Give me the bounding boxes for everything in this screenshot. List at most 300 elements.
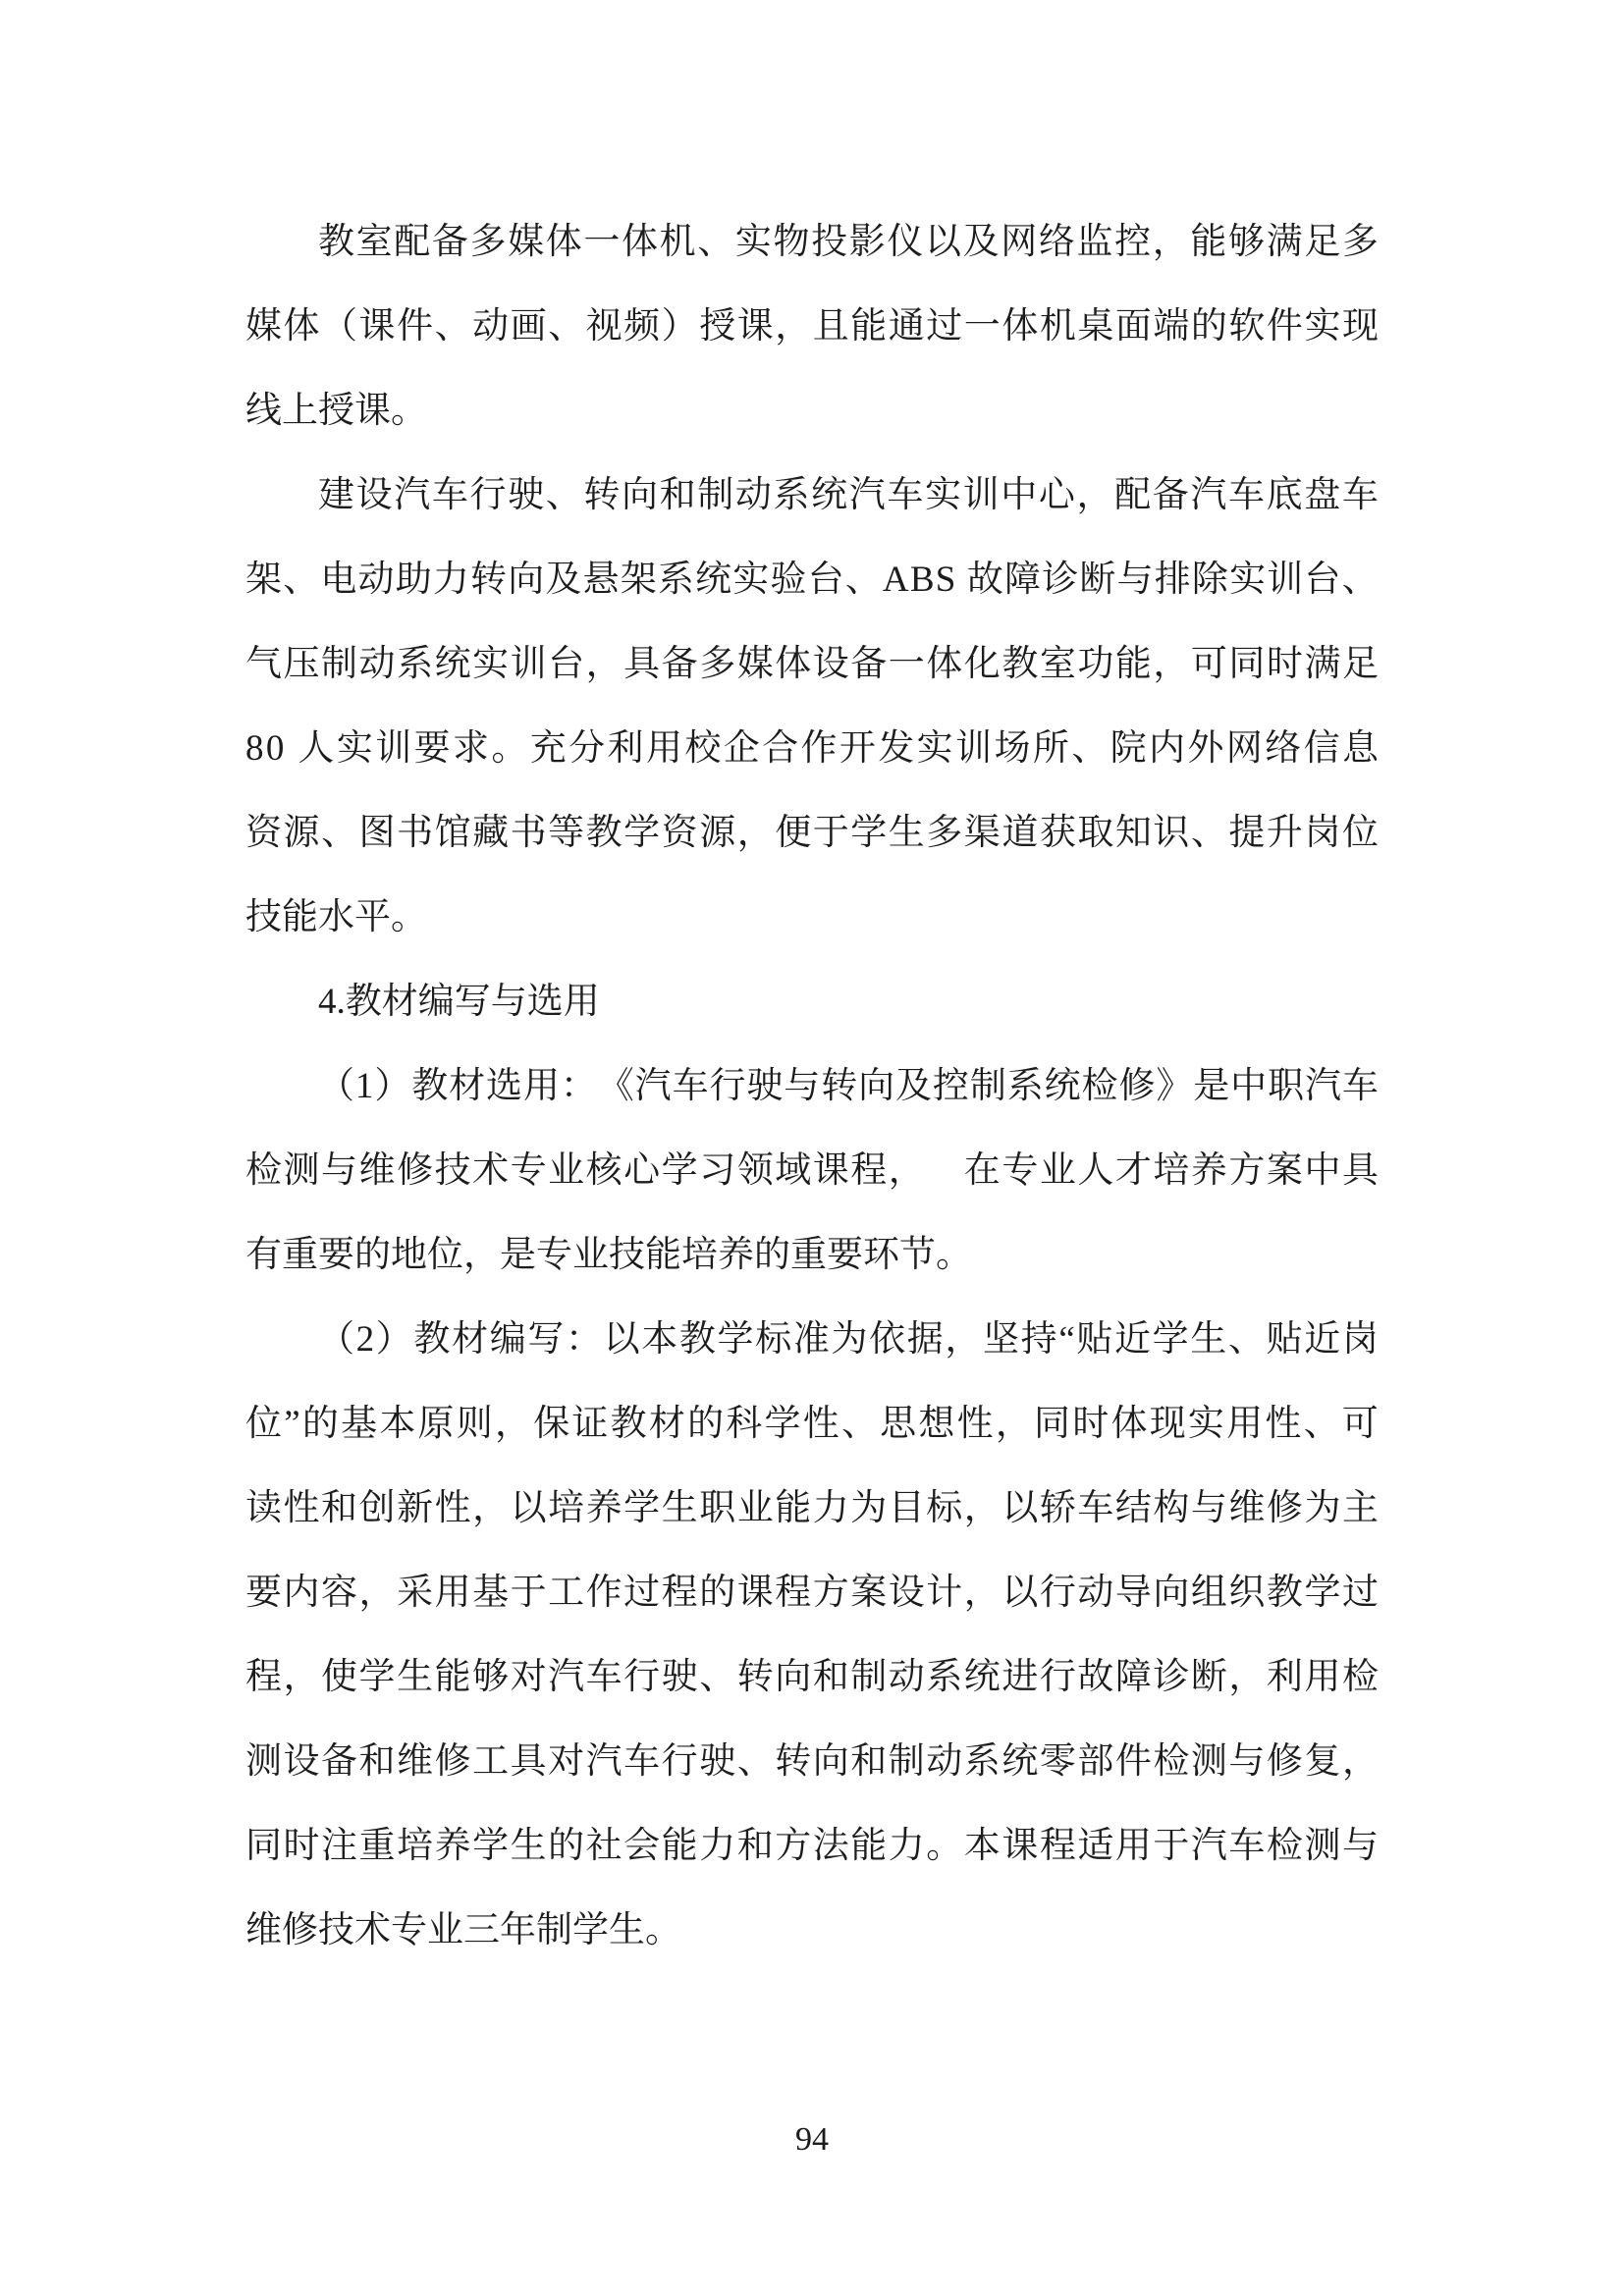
text-char: 设 xyxy=(888,1573,925,1613)
text-char: 实 xyxy=(916,728,953,769)
text-char: 行 xyxy=(623,1657,661,1697)
text-char: 助 xyxy=(395,560,432,600)
text-char: 汽 xyxy=(634,1066,672,1106)
text-char: 车 xyxy=(1341,1066,1379,1106)
text-char: 建 xyxy=(318,475,354,515)
text-char: 具 xyxy=(1341,1150,1379,1191)
text-char: 备 xyxy=(661,644,698,684)
text-char: 学 xyxy=(472,1826,510,1866)
text-char: 作 xyxy=(800,728,838,769)
text-char: 能 xyxy=(1114,644,1152,684)
text-char: 网 xyxy=(1001,222,1038,262)
text-char: 控 xyxy=(1114,222,1152,262)
text-char: 注 xyxy=(321,1826,358,1866)
text-char: 体 xyxy=(1001,306,1039,347)
text-line: 有重要的地位，是专业技能培养的重要环节。 xyxy=(245,1235,972,1275)
text-char: 生 xyxy=(397,1657,434,1697)
text-char: ， xyxy=(1341,1741,1379,1782)
text-char: ， xyxy=(775,306,812,347)
text-char: 同 xyxy=(1228,644,1266,684)
text-char: 络 xyxy=(1265,728,1302,769)
text-char: 使 xyxy=(321,1657,358,1697)
text-char: ） xyxy=(375,1319,412,1360)
text-char: 体 xyxy=(1110,1404,1148,1444)
text-char: 位 xyxy=(1341,813,1379,853)
text-char: 导 xyxy=(1114,1573,1152,1613)
text-char: 测 xyxy=(1304,1826,1341,1866)
text-char: 准 xyxy=(792,1319,830,1360)
text-char: 信 xyxy=(1303,728,1340,769)
text-char: 系 xyxy=(1006,1066,1044,1106)
text-char: 车 xyxy=(1228,475,1265,515)
text-char: 过 xyxy=(1341,1573,1379,1613)
text-char: 与 xyxy=(1341,1826,1379,1866)
text-char: 动 xyxy=(1077,1573,1114,1613)
text-char: 及 xyxy=(962,222,1000,262)
text-char: ， xyxy=(963,1488,1001,1528)
text-char: 验 xyxy=(770,560,807,600)
text-char: 方 xyxy=(775,1826,812,1866)
text-char: 知 xyxy=(1114,813,1152,853)
text-char: 车 xyxy=(431,475,468,515)
text-char: 养 xyxy=(585,1488,623,1528)
text-char: B xyxy=(909,560,935,600)
text-char: 外 xyxy=(1187,728,1224,769)
text-char: 2 xyxy=(355,1319,375,1360)
text-char: 现 xyxy=(1341,306,1379,347)
text-char: 转 xyxy=(775,1741,812,1782)
text-char: ， xyxy=(736,813,774,853)
text-line xyxy=(245,1298,1379,1382)
text-char: 、 xyxy=(1341,560,1379,600)
text-char: 要 xyxy=(413,728,451,769)
text-char: 与 xyxy=(1228,1741,1266,1782)
text-char: 图 xyxy=(358,813,396,853)
text-char: 用 xyxy=(434,1573,471,1613)
text-char: 实 xyxy=(925,475,961,515)
text-char: 学 xyxy=(623,1488,661,1528)
text-char: 结 xyxy=(1114,1488,1152,1528)
text-char: 场 xyxy=(994,728,1031,769)
text-char: 室 xyxy=(1039,644,1076,684)
text-char: 获 xyxy=(1039,813,1076,853)
text-char: ） xyxy=(661,306,698,347)
text-char: 养 xyxy=(434,1826,471,1866)
text-char: 轿 xyxy=(1039,1488,1076,1528)
text-char: 内 xyxy=(283,1573,320,1613)
text-char: 备 xyxy=(431,222,468,262)
text-char: 以 xyxy=(603,1319,640,1360)
text-char: 化 xyxy=(963,644,1001,684)
text-char: 、 xyxy=(548,306,585,347)
text-char: 授 xyxy=(699,306,736,347)
text-char: 近 xyxy=(1304,1319,1341,1360)
text-char: 和 xyxy=(850,1741,888,1782)
text-char: ， xyxy=(945,1319,982,1360)
text-char: 统 xyxy=(1044,1066,1081,1106)
text-char: 、 xyxy=(1303,1404,1340,1444)
text-char: 训 xyxy=(510,644,547,684)
text-char: 所 xyxy=(1032,728,1069,769)
text-char: 材 xyxy=(648,1404,685,1444)
text-char: 程 xyxy=(850,1150,888,1191)
text-char: 贴 xyxy=(1266,1319,1303,1360)
text-char: 、 xyxy=(840,1404,878,1444)
text-char: 测 xyxy=(1190,1741,1227,1782)
text-char: 架 xyxy=(620,560,657,600)
text-char: 、 xyxy=(545,475,582,515)
text-char: 目 xyxy=(888,1488,925,1528)
text-char: ， xyxy=(358,1573,396,1613)
text-char: 利 xyxy=(1266,1657,1303,1697)
text-char: 技 xyxy=(434,1150,471,1191)
text-char: 教 xyxy=(610,1404,647,1444)
text-char: 性 xyxy=(434,1488,471,1528)
text-char: 心 xyxy=(623,1150,661,1191)
text-char: 才 xyxy=(1114,1150,1152,1191)
text-char: 写 xyxy=(527,1319,565,1360)
text-char: 通 xyxy=(888,306,925,347)
text-char: 室 xyxy=(355,222,393,262)
text-char: 工 xyxy=(548,1573,585,1613)
text-char: 过 xyxy=(926,306,963,347)
text-line: 技能水平。 xyxy=(245,897,427,937)
text-char: 中 xyxy=(1001,475,1038,515)
text-char: 识 xyxy=(1153,813,1190,853)
text-char: 驶 xyxy=(699,1741,736,1782)
text-char: ， xyxy=(472,1488,510,1528)
text-char: 向 xyxy=(775,1657,812,1697)
text-char: 动 xyxy=(926,1741,963,1782)
text-char: 方 xyxy=(812,1573,849,1613)
text-char: 实 xyxy=(472,644,510,684)
text-char: 具 xyxy=(623,644,661,684)
text-char: 内 xyxy=(1149,728,1186,769)
text-char: 于 xyxy=(510,1573,547,1613)
text-char: 业 xyxy=(1039,1150,1076,1191)
text-char: 统 xyxy=(434,644,471,684)
text-char: 盘 xyxy=(1304,475,1341,515)
text-char: 用 xyxy=(522,1066,560,1106)
text-char: 。 xyxy=(926,1826,963,1866)
text-char: 维 xyxy=(1228,1488,1266,1528)
text-char: 时 xyxy=(1266,644,1303,684)
text-char: 重 xyxy=(358,1826,396,1866)
text-char: 业 xyxy=(548,1150,585,1191)
text-char: 创 xyxy=(358,1488,396,1528)
text-line xyxy=(245,1129,1379,1213)
text-char: 学 xyxy=(623,813,661,853)
text-char: 转 xyxy=(736,1657,774,1697)
text-char: 1 xyxy=(354,1066,374,1106)
text-char: 教 xyxy=(411,1066,449,1106)
text-char: 程 xyxy=(775,1573,812,1613)
text-char: 方 xyxy=(1228,1150,1266,1191)
text-char: 且 xyxy=(812,306,849,347)
text-char: 案 xyxy=(1266,1150,1303,1191)
text-char: 向 xyxy=(622,475,658,515)
text-char: 馆 xyxy=(434,813,471,853)
text-char: “ xyxy=(1058,1319,1075,1360)
text-char: 持 xyxy=(1020,1319,1057,1360)
text-char: 要 xyxy=(245,1573,282,1613)
text-char: 新 xyxy=(397,1488,434,1528)
text-char: ： xyxy=(565,1319,602,1360)
text-char: 件 xyxy=(397,306,434,347)
text-char: 以 xyxy=(925,222,961,262)
text-char: 车 xyxy=(623,1741,661,1782)
text-char: 仪 xyxy=(887,222,924,262)
text-char: 络 xyxy=(1038,222,1075,262)
text-char: 同 xyxy=(1034,1404,1071,1444)
text-char: 可 xyxy=(1341,1404,1379,1444)
text-char: 控 xyxy=(932,1066,969,1106)
text-line xyxy=(245,285,1379,369)
text-char: 行 xyxy=(1039,1657,1076,1697)
text-char: 以 xyxy=(510,1488,547,1528)
text-char: 软 xyxy=(1228,306,1266,347)
text-char: 基 xyxy=(472,1573,510,1613)
text-char: 生 xyxy=(661,1488,698,1528)
text-char: 训 xyxy=(955,728,993,769)
text-line xyxy=(245,1804,1379,1889)
text-char: 与 xyxy=(784,1066,821,1106)
text-char: 修 xyxy=(397,1150,434,1191)
text-char: 除 xyxy=(1191,560,1228,600)
text-char: 车 xyxy=(1228,1826,1266,1866)
text-char: 、 xyxy=(699,1657,736,1697)
text-char: 性 xyxy=(802,1404,839,1444)
text-char: 、 xyxy=(844,560,882,600)
text-char: ， xyxy=(494,1404,531,1444)
text-char: 材 xyxy=(452,1319,489,1360)
text-char: 满 xyxy=(1304,644,1341,684)
text-char: 汽 xyxy=(1190,1826,1227,1866)
text-char: 为 xyxy=(831,1319,868,1360)
text-char: 检 xyxy=(1266,1826,1303,1866)
text-char: 教 xyxy=(1001,644,1039,684)
text-char: 能 xyxy=(775,1488,812,1528)
text-char: 实 xyxy=(732,560,770,600)
text-char: 车 xyxy=(672,1066,709,1106)
text-char: 域 xyxy=(775,1150,812,1191)
text-char: 材 xyxy=(449,1066,486,1106)
text-char: 对 xyxy=(548,1741,585,1782)
text-char: 测 xyxy=(245,1741,282,1782)
text-char: 底 xyxy=(1266,475,1303,515)
text-char: 会 xyxy=(623,1826,661,1866)
text-char: 训 xyxy=(962,475,1000,515)
text-char: 一 xyxy=(888,644,925,684)
text-char: 够 xyxy=(1228,222,1265,262)
text-char: 核 xyxy=(585,1150,623,1191)
text-char: 向 xyxy=(1153,1573,1190,1613)
text-char: 时 xyxy=(1072,1404,1110,1444)
text-char: 开 xyxy=(839,728,876,769)
text-char: 统 xyxy=(811,475,848,515)
text-char: 思 xyxy=(880,1404,917,1444)
text-char: 升 xyxy=(1266,813,1303,853)
text-char: 计 xyxy=(926,1573,963,1613)
text-char: 书 xyxy=(397,813,434,853)
text-char: 作 xyxy=(585,1573,623,1613)
text-char: 课 xyxy=(358,306,396,347)
text-char: 动 xyxy=(734,475,772,515)
text-char xyxy=(926,1129,962,1213)
text-line: 线上授课。 xyxy=(245,391,427,431)
text-char: 实 xyxy=(734,222,772,262)
text-char: 行 xyxy=(661,1741,698,1782)
text-char: 合 xyxy=(762,728,799,769)
text-char: 足 xyxy=(1341,644,1379,684)
text-char: 检 xyxy=(1081,1066,1118,1106)
text-char: 、 xyxy=(1227,1319,1265,1360)
text-char: 的 xyxy=(301,1404,339,1444)
text-char: 和 xyxy=(321,1488,358,1528)
text-char: 、 xyxy=(1071,728,1109,769)
text-char: 程 xyxy=(661,1573,698,1613)
text-char: 能 xyxy=(850,306,888,347)
text-char: ， xyxy=(585,644,623,684)
text-char: 为 xyxy=(850,1488,888,1528)
text-char: 科 xyxy=(726,1404,763,1444)
text-char: 维 xyxy=(358,1150,396,1191)
text-char: 统 xyxy=(1001,1741,1039,1782)
text-char: ， xyxy=(888,1150,925,1191)
text-char: 测 xyxy=(283,1150,320,1191)
text-char: 投 xyxy=(811,222,848,262)
text-char: 以 xyxy=(1001,1573,1039,1613)
text-char: 的 xyxy=(548,1826,585,1866)
text-char: 进 xyxy=(1001,1657,1039,1697)
text-char: 学 xyxy=(358,1657,396,1697)
text-char: 机 xyxy=(659,222,696,262)
text-char: 备 xyxy=(850,644,888,684)
text-char: 驶 xyxy=(661,1657,698,1697)
text-char: 等 xyxy=(548,813,585,853)
text-char: 以 xyxy=(1001,1488,1039,1528)
text-char: 维 xyxy=(397,1741,434,1782)
text-char: 部 xyxy=(1077,1741,1114,1782)
text-char: 转 xyxy=(821,1066,858,1106)
text-char: 一 xyxy=(583,222,621,262)
text-char: 、 xyxy=(434,306,471,347)
text-char: 功 xyxy=(1077,644,1114,684)
text-char: 充 xyxy=(529,728,567,769)
text-char: 职 xyxy=(699,1488,736,1528)
text-char: 领 xyxy=(736,1150,774,1191)
text-char: 对 xyxy=(510,1657,547,1697)
text-char: 诊 xyxy=(1042,560,1079,600)
text-line xyxy=(245,1467,1379,1551)
text-char: 体 xyxy=(545,222,582,262)
text-char: 原 xyxy=(417,1404,455,1444)
text-char: 动 xyxy=(472,306,510,347)
text-char: 向 xyxy=(812,1741,849,1782)
text-char: 心 xyxy=(1038,475,1075,515)
text-char: 人 xyxy=(298,728,335,769)
text-char: 车 xyxy=(585,1657,623,1697)
text-char: 性 xyxy=(1265,1404,1302,1444)
text-char: 制 xyxy=(969,1066,1006,1106)
text-char: 端 xyxy=(1153,306,1190,347)
text-char: 教 xyxy=(318,222,354,262)
text-char: 术 xyxy=(472,1150,510,1191)
text-char: 实 xyxy=(1304,306,1341,347)
text-char: 学 xyxy=(1152,1319,1189,1360)
text-char: 现 xyxy=(1149,1404,1186,1444)
text-char: 障 xyxy=(1004,560,1042,600)
text-char: 备 xyxy=(1152,475,1189,515)
text-char: 想 xyxy=(918,1404,955,1444)
text-char: 故 xyxy=(966,560,1003,600)
text-char: 桌 xyxy=(1077,306,1114,347)
text-char: 体 xyxy=(622,222,658,262)
text-char: 多 xyxy=(699,644,736,684)
text-char: 一 xyxy=(963,306,1001,347)
text-char: 过 xyxy=(623,1573,661,1613)
text-char: 汽 xyxy=(394,475,431,515)
text-char: 教 xyxy=(413,1319,451,1360)
text-char: 检 xyxy=(1153,1741,1190,1782)
text-char: 排 xyxy=(1154,560,1191,600)
text-char: 实 xyxy=(1229,560,1267,600)
text-char: 压 xyxy=(283,644,320,684)
text-char: 源 xyxy=(283,813,320,853)
text-char: 程 xyxy=(1039,1826,1076,1866)
text-char: 用 xyxy=(645,728,682,769)
text-char: ， xyxy=(995,1404,1032,1444)
text-char: 标 xyxy=(755,1319,792,1360)
text-char: 满 xyxy=(1266,222,1303,262)
text-char: 源 xyxy=(699,813,736,853)
text-char: 动 xyxy=(888,1657,925,1697)
text-char: 具 xyxy=(510,1741,547,1782)
text-char: 的 xyxy=(687,1404,725,1444)
text-char: 行 xyxy=(469,475,507,515)
text-char: 养 xyxy=(1190,1150,1227,1191)
text-char: 为 xyxy=(1304,1488,1341,1528)
text-char: 行 xyxy=(1039,1573,1076,1613)
text-char: 的 xyxy=(699,1573,736,1613)
text-char: 统 xyxy=(695,560,732,600)
text-char: 利 xyxy=(607,728,644,769)
text-char: 备 xyxy=(321,1741,358,1782)
text-line xyxy=(245,454,1379,538)
text-char: 够 xyxy=(472,1657,510,1697)
text-char: 的 xyxy=(1190,306,1227,347)
text-char: 汽 xyxy=(1304,1066,1341,1106)
text-char: 《 xyxy=(597,1066,634,1106)
text-char: 制 xyxy=(888,1741,925,1782)
text-char: 本 xyxy=(963,1826,1001,1866)
text-char: ： xyxy=(560,1066,597,1106)
text-char: 社 xyxy=(585,1826,623,1866)
text-char: 故 xyxy=(1077,1657,1114,1697)
text-line xyxy=(245,1382,1379,1467)
text-char: ， xyxy=(283,1657,320,1697)
text-char: 程 xyxy=(245,1657,282,1697)
text-char: 修 xyxy=(1118,1066,1156,1106)
text-char: 向 xyxy=(858,1066,895,1106)
text-char: 保 xyxy=(533,1404,570,1444)
text-line xyxy=(245,200,1379,285)
text-char: 中 xyxy=(1304,1150,1341,1191)
text-char: 课 xyxy=(1001,1826,1039,1866)
text-char: 性 xyxy=(956,1404,994,1444)
text-char: 院 xyxy=(1110,728,1147,769)
text-char: 设 xyxy=(812,644,849,684)
